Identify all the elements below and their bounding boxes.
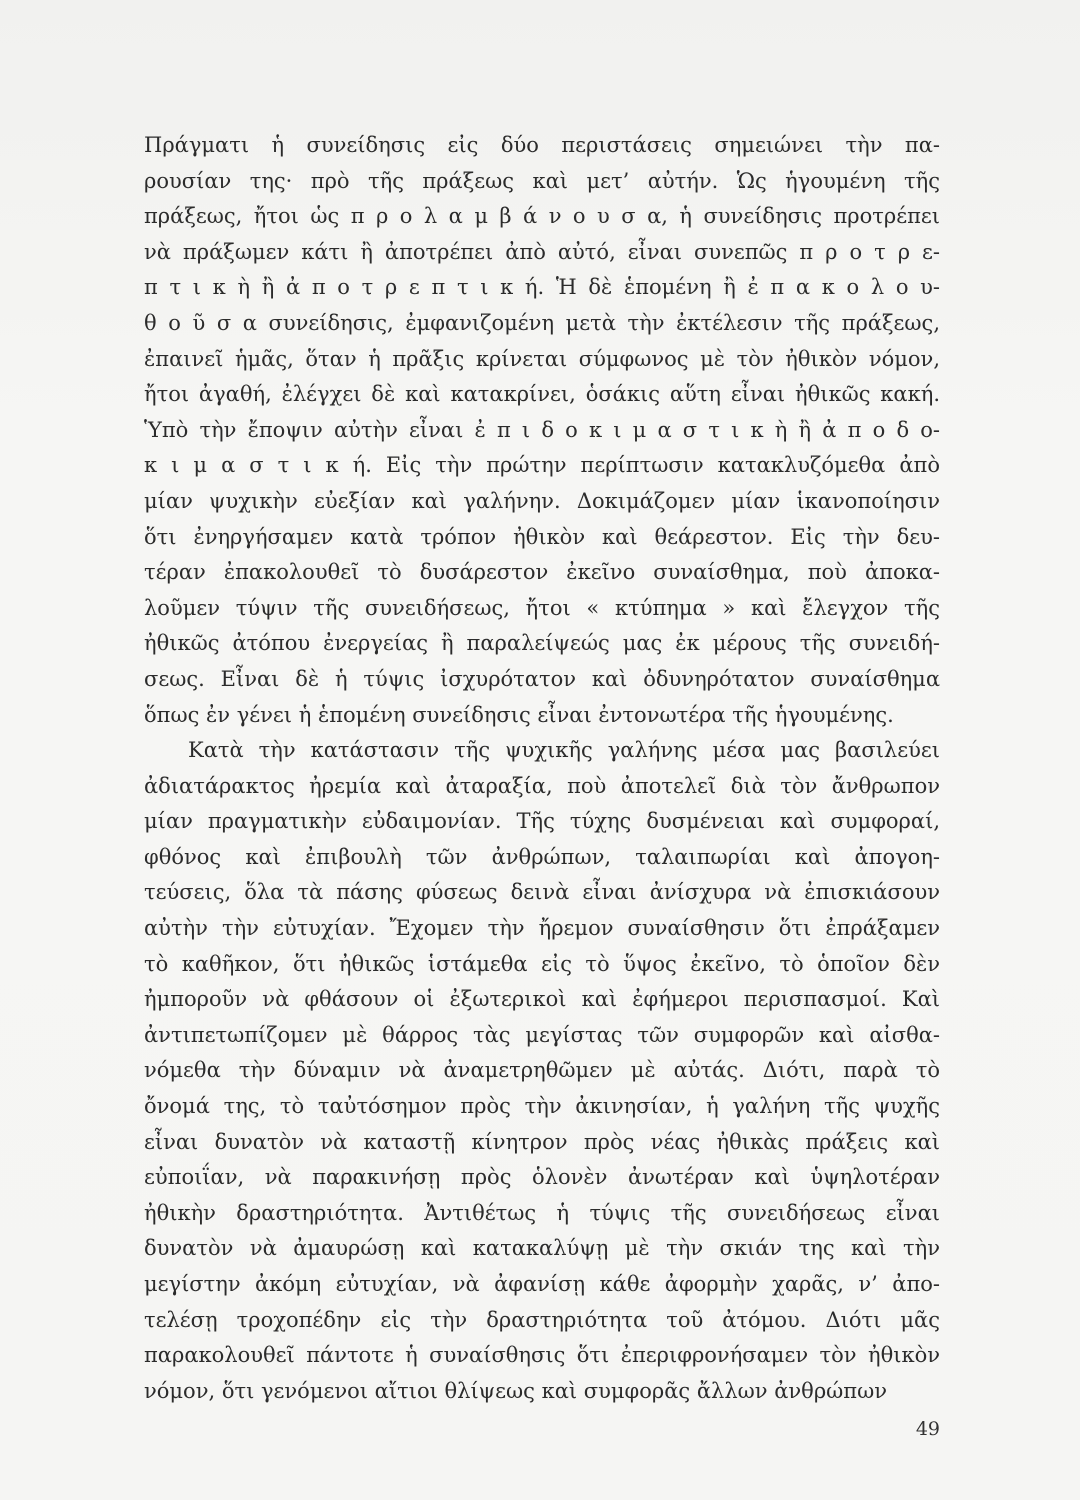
text-line: σεως. Εἶναι δὲ ἡ τύψις ἰσχυρότατον καὶ ὀδυνηρότατον συναίσθημα [144,666,940,691]
text-line: τελέσῃ τροχοπέδην εἰς τὴν δραστηριότητα τοῦ ἀτόμου. Διότι μᾶς [144,1307,940,1332]
text-line: ρουσίαν της· πρὸ τῆς πράξεως καὶ μετ’ αὐτήν. Ὡς ἡγουμένη τῆς [144,168,940,193]
text-line: ἐπαινεῖ ἡμᾶς, ὅταν ἡ πρᾶξις κρίνεται σύμφωνος μὲ τὸν ἠθικὸν νόμον, [144,346,940,371]
text-line: κ ι μ α σ τ ι κ ή. Εἰς τὴν πρώτην περίπτωσιν κατακλυζόμεθα ἀπὸ [144,453,940,478]
text-line: μεγίστην ἀκόμη εὐτυχίαν, νὰ ἀφανίσῃ κάθε ἀφορμὴν χαρᾶς, ν’ ἀπο- [144,1272,940,1296]
text-line: Πράγματι ἡ συνείδησις εἰς δύο περιστάσεις σημειώνει τὴν πα- [144,133,940,157]
text-line: παρακολουθεῖ πάντοτε ἡ συναίσθησις ὅτι ἐπεριφρονήσαμεν τὸν ἠθικὸν [144,1343,940,1368]
text-line: μίαν ψυχικὴν εὐεξίαν καὶ γαλήνην. Δοκιμάζομεν μίαν ἱκανοποίησιν [144,488,940,513]
text-line: ὄνομά της, τὸ ταὐτόσημον πρὸς τὴν ἀκινησίαν, ἡ γαλήνη τῆς ψυχῆς [144,1094,940,1119]
text-line: π τ ι κ ὴ ἢ ἀ π ο τ ρ ε π τ ι κ ή. Ἡ δὲ ἑπομένη ἢ ἐ π α κ ο λ ο υ- [144,275,940,300]
text-line: νόμον, ὅτι γενόμενοι αἴτιοι θλίψεως καὶ συμφορᾶς ἄλλων ἀνθρώπων [144,1378,887,1403]
text-line: νόμεθα τὴν δύναμιν νὰ ἀναμετρηθῶμεν μὲ αὐτάς. Διότι, παρὰ τὸ [144,1058,940,1083]
text-line: αὐτὴν τὴν εὐτυχίαν. Ἔχομεν τὴν ἤρεμον συναίσθησιν ὅτι ἐπράξαμεν [144,916,940,941]
text-line: ἠθικὴν δραστηριότητα. Ἀντιθέτως ἡ τύψις τῆς συνειδήσεως εἶναι [144,1200,940,1225]
text-line: ὅτι ἐνηργήσαμεν κατὰ τρόπον ἠθικὸν καὶ θεάρεστον. Εἰς τὴν δευ- [144,524,940,549]
text-line: ἀδιατάρακτος ἠρεμία καὶ ἀταραξία, ποὺ ἀποτελεῖ διὰ τὸν ἄνθρωπον [144,773,940,798]
text-line: τεύσεις, ὅλα τὰ πάσης φύσεως δεινὰ εἶναι ἀνίσχυρα νὰ ἐπισκιάσουν [144,880,940,905]
text-line: δυνατὸν νὰ ἀμαυρώσῃ καὶ κατακαλύψῃ μὲ τὴν σκιάν της καὶ τὴν [144,1236,940,1261]
text-line: πράξεως, ἤτοι ὡς π ρ ο λ α μ β ά ν ο υ σ α, ἡ συνείδησις προτρέπει [144,204,940,229]
text-line: λοῦμεν τύψιν τῆς συνειδήσεως, ἤτοι « κτύπημα » καὶ ἔλεγχον τῆς [144,595,940,620]
text-line: ἤτοι ἀγαθή, ἐλέγχει δὲ καὶ κατακρίνει, ὁσάκις αὕτη εἶναι ἠθικῶς κακή. [144,382,940,407]
text-line: τὸ καθῆκον, ὅτι ἠθικῶς ἱστάμεθα εἰς τὸ ὕψος ἐκεῖνο, τὸ ὁποῖον δὲν [144,951,940,976]
text-line: νὰ πράξωμεν κάτι ἢ ἀποτρέπει ἀπὸ αὐτό, εἶναι συνεπῶς π ρ ο τ ρ ε- [144,239,940,264]
text-line: φθόνος καὶ ἐπιβουλὴ τῶν ἀνθρώπων, ταλαιπωρίαι καὶ ἀπογοη- [144,844,940,869]
text-line: ἀντιπετωπίζομεν μὲ θάρρος τὰς μεγίστας τῶν συμφορῶν καὶ αἰσθα- [144,1022,940,1047]
text-line: Ὑπὸ τὴν ἔποψιν αὐτὴν εἶναι ἐ π ι δ ο κ ι μ α σ τ ι κ ὴ ἢ ἀ π ο δ ο- [144,417,940,442]
text-line: θ ο ῦ σ α συνείδησις, ἐμφανιζομένη μετὰ τὴν ἐκτέλεσιν τῆς πράξεως, [144,310,940,335]
text-line: εἶναι δυνατὸν νὰ καταστῇ κίνητρον πρὸς νέας ἠθικὰς πράξεις καὶ [144,1129,940,1154]
text-line: ἠμποροῦν νὰ φθάσουν οἱ ἐξωτερικοὶ καὶ ἐφήμεροι περισπασμοί. Καὶ [144,987,940,1012]
paragraph-end-line: ὅπως ἐν γένει ἡ ἑπομένη συνείδησις εἶναι ἐντονωτέρα τῆς ἡγουμένης. [144,702,894,727]
text-line: ἠθικῶς ἀτόπου ἐνεργείας ἢ παραλείψεώς μας ἐκ μέρους τῆς συνειδή- [144,631,940,656]
text-line: τέραν ἐπακολουθεῖ τὸ δυσάρεστον ἐκεῖνο συναίσθημα, ποὺ ἀποκα- [144,560,940,585]
paragraph-start-line: Κατὰ τὴν κατάστασιν τῆς ψυχικῆς γαλήνης μέσα μας βασιλεύει [188,738,940,763]
body-text [144,128,940,1409]
page-number: 49 [915,1418,940,1440]
text-line: εὐποιΐαν, νὰ παρακινήσῃ πρὸς ὁλονὲν ἀνωτέραν καὶ ὑψηλοτέραν [144,1165,940,1190]
text-line: μίαν πραγματικὴν εὐδαιμονίαν. Τῆς τύχης δυσμένειαι καὶ συμφοραί, [144,809,940,834]
